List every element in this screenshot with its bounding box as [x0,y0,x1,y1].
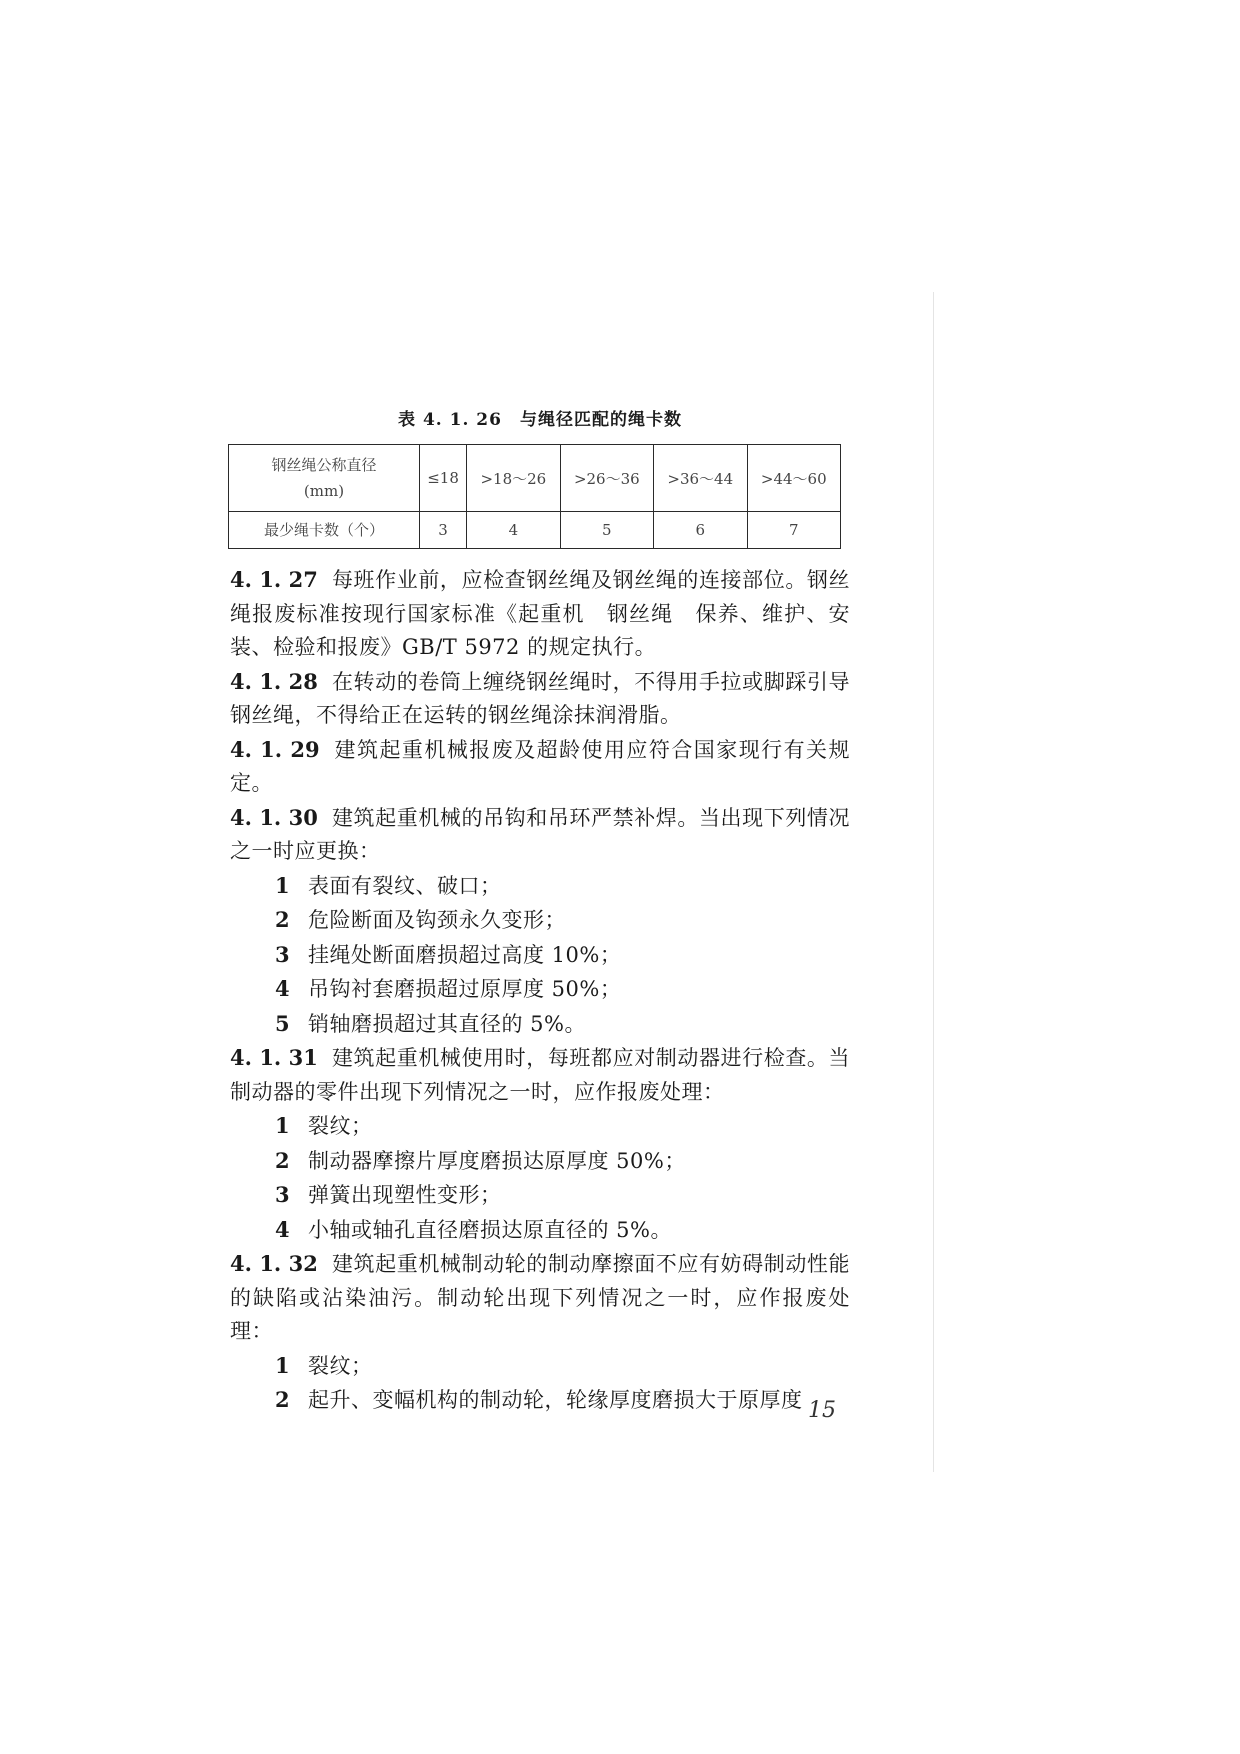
clause-text: 建筑起重机械的吊钩和吊环严禁补焊。当出现下列情况之一时应更换： [230,805,850,863]
list-item-text: 挂绳处断面磨损超过高度 10%； [308,942,622,967]
list-item [230,972,850,1007]
clause-number: 4. 1. 27 [230,567,318,592]
clause-4-1-28 [230,665,850,733]
list-item-text: 危险断面及钩颈永久变形； [308,908,566,932]
list-item-number: 2 [275,907,291,932]
list-item [230,1349,850,1384]
diameter-header-label: 钢丝绳公称直径 [271,456,377,474]
list-item-number: 4 [275,1216,291,1242]
clause-text: 在转动的卷筒上缠绕钢丝绳时，不得用手拉或脚踩引导钢丝绳，不得给正在运转的钢丝绳涂抹润滑脂。 [230,669,850,727]
clause-number: 4. 1. 32 [230,1251,318,1276]
list-item-number: 1 [275,872,291,898]
list-item [230,869,850,904]
list-item-text: 裂纹； [308,1353,373,1378]
list-item-text: 起升、变幅机构的制动轮，轮缘厚度磨损大于原厚度 [308,1388,803,1412]
list-item [230,1109,850,1144]
clause-4-1-27 [230,563,850,665]
clause-number: 4. 1. 28 [230,668,318,694]
list-item-number: 2 [275,1387,291,1412]
list-item-text: 小轴或轴孔直径磨损达原直径的 5%。 [308,1217,672,1242]
page-body [230,405,850,1418]
clause-number: 4. 1. 29 [230,736,320,762]
list-item [230,1383,850,1418]
clause-number: 4. 1. 31 [230,1045,318,1070]
list-item-text: 制动器摩擦片厚度磨损达原厚度 50%； [308,1148,686,1173]
list-item-text: 弹簧出现塑性变形； [308,1183,502,1207]
clause-text: 建筑起重机械报废及超龄使用应符合国家现行有关规定。 [230,737,851,795]
list-item-text: 吊钩衬套磨损超过原厚度 50%； [308,977,622,1001]
list-item-number: 4 [275,976,291,1001]
clause-list [230,563,850,1418]
clause-4-1-32 [230,1247,850,1349]
list-item [230,1144,850,1179]
clause-4-1-31 [230,1041,850,1109]
list-item-number: 3 [275,941,291,967]
clause-text: 建筑起重机械制动轮的制动摩擦面不应有妨碍制动性能的缺陷或沾染油污。制动轮出现下列情况之一时，应作报废处理： [230,1252,850,1343]
table-cell: 3 [420,512,467,549]
list-item [230,938,850,973]
rope-clip-table [228,444,841,549]
clause-4-1-30 [230,801,850,869]
table-cell: 7 [747,512,840,549]
clause-4-1-29 [230,733,850,801]
list-item [230,903,850,938]
list-item-number: 1 [275,1352,291,1378]
list-item-text: 裂纹； [308,1114,373,1138]
table-row-diameter [229,445,841,512]
table-cell: 4 [467,512,560,549]
table-cell: >36～44 [654,445,747,512]
list-item-number: 1 [275,1113,291,1138]
list-item [230,1178,850,1213]
list-item-number: 3 [275,1182,291,1207]
table-cell: ≤18 [420,445,467,512]
table-cell: >18～26 [467,445,560,512]
table-cell: 5 [560,512,653,549]
table-row-count [229,512,841,549]
page-number: 15 [808,1398,836,1423]
list-item [230,1007,850,1042]
table-cell: >26～36 [560,445,653,512]
list-item [230,1213,850,1248]
count-header-cell: 最少绳卡数（个） [229,512,420,549]
list-item-text: 销轴磨损超过其直径的 5%。 [308,1011,586,1036]
clause-number: 4. 1. 30 [230,804,318,830]
diameter-header-cell [229,445,420,512]
clause-text: 每班作业前，应检查钢丝绳及钢丝绳的连接部位。钢丝绳报废标准按现行国家标准《起重机 钢丝绳 保养、维护、安装、检验和报废》GB/T 5972 的规定执行。 [230,568,850,659]
clause-text: 建筑起重机械使用时，每班都应对制动器进行检查。当制动器的零件出现下列情况之一时，应作报废处理： [230,1046,850,1104]
diameter-header-unit: (mm) [303,482,345,500]
table-caption: 表 4. 1. 26 与绳径匹配的绳卡数 [398,410,682,430]
page-margin-rule [933,292,934,1472]
list-item-number: 2 [275,1147,291,1173]
list-item-text: 表面有裂纹、破口； [308,873,502,898]
table-cell: >44～60 [747,445,840,512]
table-cell: 6 [654,512,747,549]
list-item-number: 5 [275,1010,291,1036]
